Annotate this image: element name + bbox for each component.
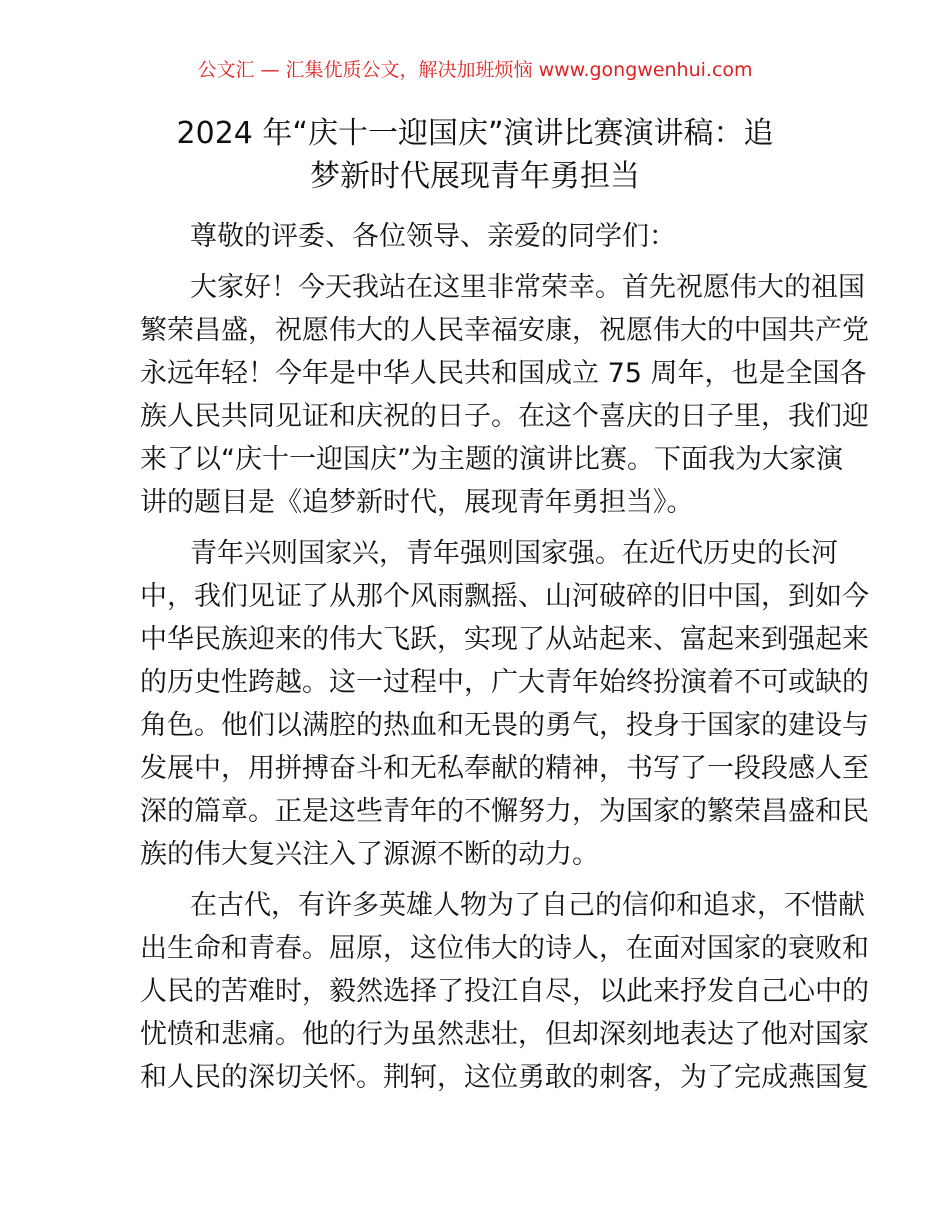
paragraph xyxy=(140,532,869,876)
title-line: 2024 年“庆十一迎国庆”演讲比赛演讲稿：追 xyxy=(176,116,774,151)
document-body xyxy=(140,215,869,1107)
paragraph-line: 忧愤和悲痛。他的行为虽然悲壮，但却深刻地表达了他对国家 xyxy=(140,1019,869,1050)
paragraph xyxy=(140,884,869,1099)
paragraph-line: 永远年轻！今年是中华人民共和国成立 75 周年，也是全国各 xyxy=(140,358,867,389)
paragraph-line: 来了以“庆十一迎国庆”为主题的演讲比赛。下面我为大家演 xyxy=(140,444,843,475)
paragraph-line: 角色。他们以满腔的热血和无畏的勇气，投身于国家的建设与 xyxy=(140,710,869,741)
document-title xyxy=(120,112,830,198)
paragraph-line: 出生命和青春。屈原，这位伟大的诗人，在面对国家的衰败和 xyxy=(140,933,869,964)
paragraph-line: 人民的苦难时，毅然选择了投江自尽，以此来抒发自己心中的 xyxy=(140,976,869,1007)
paragraph-line: 的历史性跨越。这一过程中，广大青年始终扮演着不可或缺的 xyxy=(140,667,869,698)
paragraph-line: 讲的题目是《追梦新时代，展现青年勇担当》。 xyxy=(140,487,694,518)
paragraph-line: 和人民的深切关怀。荆轲，这位勇敢的刺客，为了完成燕国复 xyxy=(140,1062,869,1093)
paragraph-line: 大家好！今天我站在这里非常荣幸。首先祝愿伟大的祖国 xyxy=(190,272,865,303)
paragraph xyxy=(140,266,869,524)
paragraph-line: 中，我们见证了从那个风雨飘摇、山河破碎的旧中国，到如今 xyxy=(140,581,869,612)
paragraph-line: 深的篇章。正是这些青年的不懈努力，为国家的繁荣昌盛和民 xyxy=(140,796,869,827)
title-line: 梦新时代展现青年勇担当 xyxy=(310,159,640,194)
paragraph-line: 青年兴则国家兴，青年强则国家强。在近代历史的长河 xyxy=(190,538,838,569)
paragraph-line: 在古代，有许多英雄人物为了自己的信仰和追求，不惜献 xyxy=(190,890,865,921)
greeting: 尊敬的评委、各位领导、亲爱的同学们： xyxy=(190,221,676,252)
paragraph-line: 中华民族迎来的伟大飞跃，实现了从站起来、富起来到强起来 xyxy=(140,624,869,655)
greeting-paragraph xyxy=(140,215,812,258)
paragraph-line: 族的伟大复兴注入了源源不断的动力。 xyxy=(140,839,599,870)
paragraph-line: 繁荣昌盛，祝愿伟大的人民幸福安康，祝愿伟大的中国共产党 xyxy=(140,315,869,346)
paragraph-line: 发展中，用拼搏奋斗和无私奉献的精神，书写了一段段感人至 xyxy=(140,753,869,784)
watermark-header: 公文汇 — 汇集优质公文，解决加班烦恼 www.gongwenhui.com xyxy=(197,59,753,81)
paragraph-line: 族人民共同见证和庆祝的日子。在这个喜庆的日子里，我们迎 xyxy=(140,401,869,432)
